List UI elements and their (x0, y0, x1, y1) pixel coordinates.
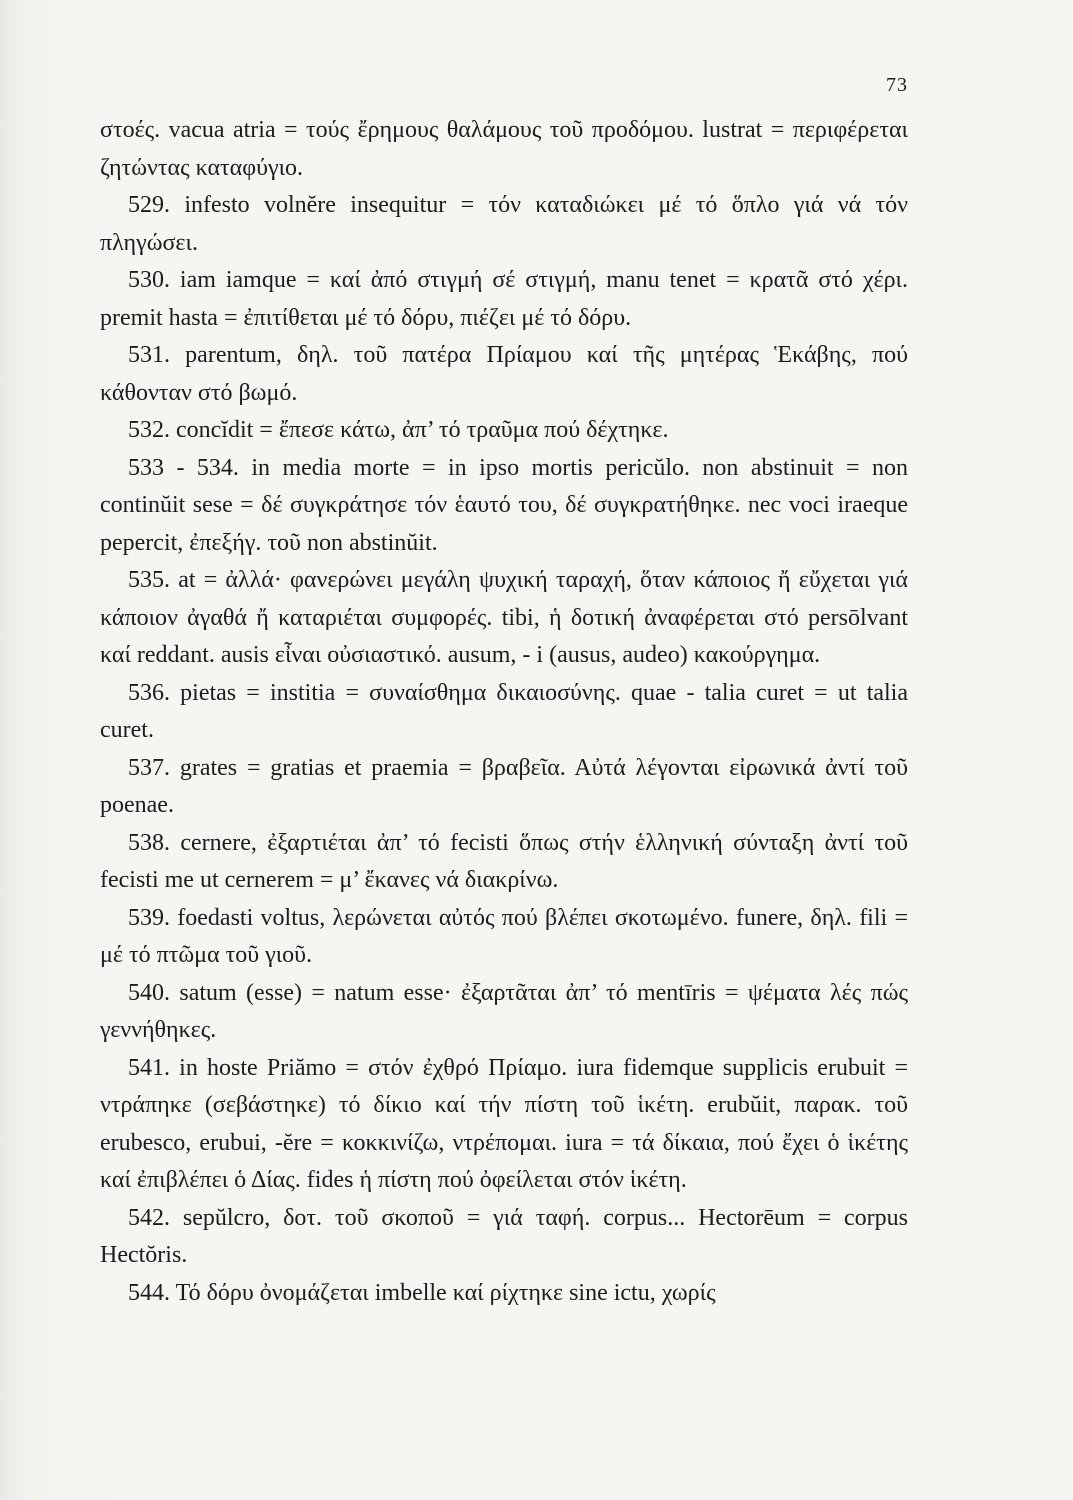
paragraph-541: 541. in hoste Priămo = στόν ἐχθρό Πρίαμο. iura fidemque supplicis erubuit = ντράπηκε (σεβάστηκε) τό δίκιο καί τήν πίστη τοῦ ἱκέτη. erubŭit, παρακ. τοῦ erubesco, erubui, -ĕre = κοκκινίζω, ντρέπομαι. iura = τά δίκαια, πού ἔχει ὁ ἱκέτης καί ἐπιβλέπει ὁ Δίας. fides ἡ πίστη πού ὀφείλεται στόν ἱκέτη. (100, 1054, 908, 1193)
paragraph-532: 532. concĭdit = ἔπεσε κάτω, ἀπ’ τό τραῦμα πού δέχτηκε. (128, 417, 669, 443)
paragraph-540: 540. satum (esse) = natum esse· ἐξαρτᾶται ἀπ’ τό mentīris = ψέματα λές πώς γεννήθηκες. (100, 979, 908, 1043)
paragraph-533-534: 533 - 534. in media morte = in ipso mortis pericŭlo. non abstinuit = non continŭit sese = δέ συγκράτησε τόν ἑαυτό του, δέ συγκρατήθηκε. nec voci iraeque pepercit, ἐπεξήγ. τοῦ non abstinŭit. (100, 454, 908, 556)
paragraph-530: 530. iam iamque = καί ἀπό στιγμή σέ στιγμή, manu tenet = κρατᾶ στό χέρι. premit hasta = ἐπιτίθεται μέ τό δόρυ, πιέζει μέ τό δόρυ. (100, 267, 908, 331)
commentary-text (100, 112, 908, 1312)
page-number: 73 (886, 74, 908, 96)
paragraph-535: 535. at = ἀλλά· φανερώνει μεγάλη ψυχική ταραχή, ὅταν κάποιος ἤ εὔχεται γιά κάποιον ἀγαθά ἤ καταριέται συμφορές. tibi, ἡ δοτική ἀναφέρεται στό persōlvant καί reddant. ausis εἶναι οὐσιαστικό. ausum, - i (ausus, audeo) κακούργημα. (100, 567, 908, 668)
paragraph-536: 536. pietas = institia = συναίσθημα δικαιοσύνης. quae - talia curet = ut talia curet. (100, 679, 908, 743)
paragraph-531: 531. parentum, δηλ. τοῦ πατέρα Πρίαμου καί τῆς μητέρας Ἑκάβης, πού κάθονταν στό βωμό. (100, 342, 908, 406)
paragraph-544: 544. Τό δόρυ ὀνομάζεται imbelle καί ρίχτηκε sine ictu, χωρίς (128, 1279, 716, 1306)
paragraph-542: 542. sepŭlcro, δοτ. τοῦ σκοποῦ = γιά ταφή. corpus... Hectorēum = corpus Hectŏris. (100, 1204, 908, 1268)
paragraph-538: 538. cernere, ἐξαρτιέται ἀπ’ τό fecisti ὅπως στήν ἑλληνική σύνταξη ἀντί τοῦ fecisti me ut cernerem = μ’ ἔκανες νά διακρίνω. (100, 829, 908, 893)
paragraph: στοές. vacua atria = τούς ἔρημους θαλάμους τοῦ προδόμου. lustrat = περιφέρεται ζητώντας καταφύγιο. (100, 117, 908, 181)
paragraph-539: 539. foedasti voltus, λερώνεται αὐτός πού βλέπει σκοτωμένο. funere, δηλ. fili = μέ τό πτῶμα τοῦ γιοῦ. (100, 904, 909, 968)
paragraph-529: 529. infesto volnĕre insequitur = τόν καταδιώκει μέ τό ὅπλο γιά νά τόν πληγώσει. (100, 192, 908, 256)
paragraph-537: 537. grates = gratias et praemia = βραβεῖα. Αὐτά λέγονται εἰρωνικά ἀντί τοῦ poenae. (100, 754, 908, 818)
